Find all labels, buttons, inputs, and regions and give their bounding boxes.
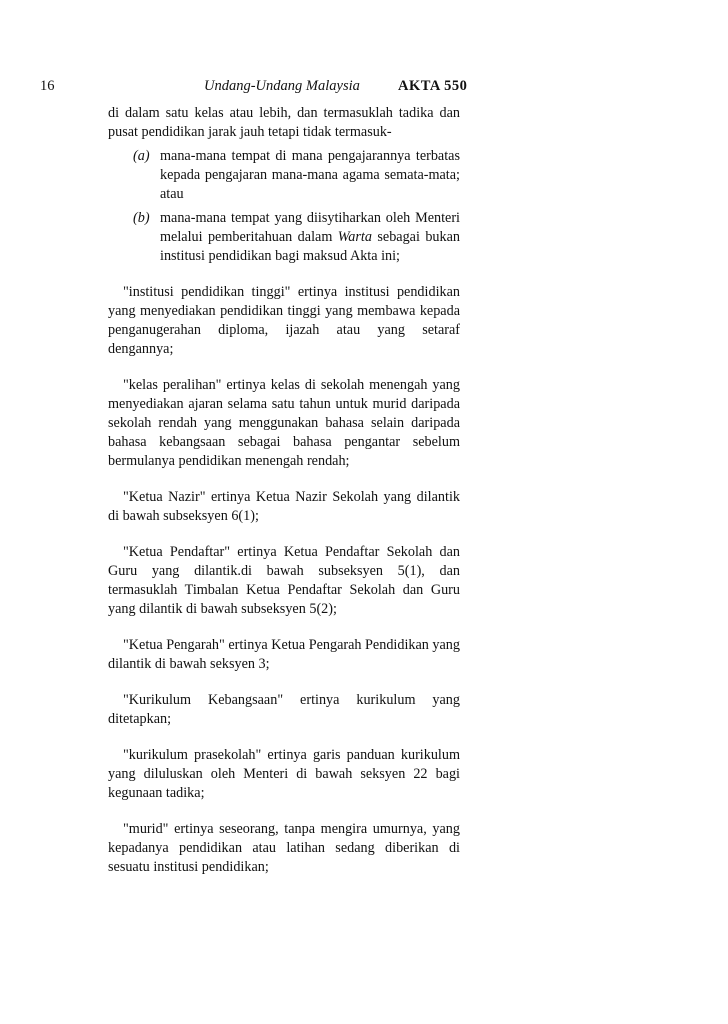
item-marker: (b)	[133, 210, 150, 226]
definition-paragraph: "Ketua Pendaftar" ertinya Ketua Pendaftar Sekolah dan Guru yang dilantik.di bawah subseksyen 5(1), dan termasuklah Timbalan Ketua Pendaftar Sekolah dan Guru yang dilantik di bawah subseksyen 5(2);	[108, 544, 460, 617]
definition-paragraph: "kurikulum prasekolah" ertinya garis panduan kurikulum yang diluluskan oleh Menteri di bawah seksyen 22 bagi kegunaan tadika;	[108, 747, 460, 801]
definition-paragraph: "institusi pendidikan tinggi" ertinya institusi pendidikan yang menyediakan pendidikan tinggi yang membawa kepada penganugerahan diploma, ijazah atau yang setaraf dengannya;	[108, 284, 460, 357]
exclusion-list	[108, 147, 460, 266]
lead-paragraph: di dalam satu kelas atau lebih, dan termasuklah tadika dan pusat pendidikan jarak jauh tetapi tidak termasuk-	[108, 105, 460, 140]
item-text-italic: Warta	[337, 229, 372, 245]
definition-paragraph: "murid" ertinya seseorang, tanpa mengira umurnya, yang kepadanya pendidikan atau latihan sedang diberikan di sesuatu institusi pendidikan;	[108, 821, 460, 875]
page-number: 16	[40, 78, 55, 94]
act-label: AKTA 550	[398, 78, 468, 94]
document-body	[108, 104, 460, 894]
item-text-after: sebagai bukan institusi pendidikan bagi maksud Akta ini;	[160, 229, 461, 264]
list-item	[108, 147, 460, 204]
item-text: mana-mana tempat di mana pengajarannya terbatas kepada pengajaran mana-mana agama semata-mata; atau	[160, 148, 460, 202]
definition-paragraph: "Kurikulum Kebangsaan" ertinya kurikulum yang ditetapkan;	[108, 692, 460, 727]
definition-paragraph: "kelas peralihan" ertinya kelas di sekolah menengah yang menyediakan ajaran selama satu tahun untuk murid daripada sekolah rendah yang menggunakan bahasa selain daripada bahasa kebangsaan sebagai bahasa pengantar sebelum bermulanya pendidikan menengah rendah;	[108, 377, 460, 469]
item-marker: (a)	[133, 148, 150, 164]
running-title: Undang-Undang Malaysia	[204, 78, 360, 94]
definition-paragraph: "Ketua Nazir" ertinya Ketua Nazir Sekolah yang dilantik di bawah subseksyen 6(1);	[108, 489, 460, 524]
item-text-before: mana-mana tempat yang diisytiharkan oleh Menteri melalui pemberitahuan dalam	[160, 210, 460, 245]
definition-paragraph: "Ketua Pengarah" ertinya Ketua Pengarah Pendidikan yang dilantik di bawah seksyen 3;	[108, 637, 460, 672]
running-header	[0, 78, 728, 100]
item-text	[160, 209, 460, 266]
list-item	[108, 209, 460, 266]
